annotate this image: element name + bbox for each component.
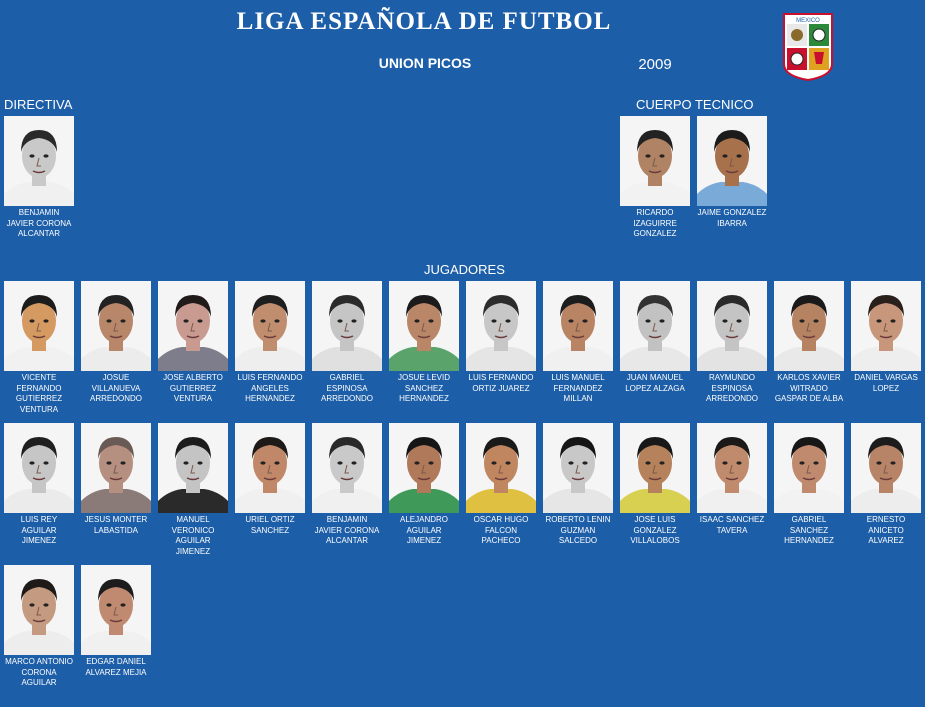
jugadores-card [312, 423, 382, 547]
person-name: KARLOS XAVIER WITRADO GASPAR DE ALBA [774, 373, 844, 403]
jugadores-card [466, 281, 536, 394]
jugadores-card [4, 281, 74, 415]
person-name: JUAN MANUEL LOPEZ ALZAGA [625, 373, 685, 393]
portrait-photo [81, 281, 151, 371]
person-name: ROBERTO LENIN GUZMAN SALCEDO [545, 515, 611, 545]
jugadores-card [4, 565, 74, 689]
portrait-photo [158, 423, 228, 513]
person-name: LUIS FERNANDO ORTIZ JUAREZ [468, 373, 534, 393]
person-name: EDGAR DANIEL ALVAREZ MEJIA [85, 657, 147, 677]
person-name: BENJAMIN JAVIER CORONA ALCANTAR [314, 515, 380, 545]
jugadores-card [4, 423, 74, 547]
jugadores-card [81, 565, 151, 678]
jugadores-card [235, 281, 305, 405]
section-cuerpo-tecnico: CUERPO TECNICO [636, 97, 754, 112]
person-name: RICARDO IZAGUIRRE GONZALEZ [633, 208, 677, 238]
portrait-photo [620, 116, 690, 206]
portrait-photo [312, 281, 382, 371]
person-name: JAIME GONZALEZ IBARRA [697, 208, 767, 228]
person-name: ERNESTO ANICETO ALVAREZ [866, 515, 906, 545]
portrait-photo [81, 565, 151, 655]
jugadores-card [620, 281, 690, 394]
portrait-photo [389, 423, 459, 513]
portrait-photo [697, 116, 767, 206]
person-name: LUIS FERNANDO ANGELES HERNANDEZ [237, 373, 303, 403]
portrait-photo [697, 423, 767, 513]
portrait-photo [4, 423, 74, 513]
portrait-photo [466, 423, 536, 513]
section-jugadores: JUGADORES [424, 262, 505, 277]
portrait-photo [4, 116, 74, 206]
jugadores-card [81, 423, 151, 536]
person-name: URIEL ORTIZ SANCHEZ [245, 515, 295, 535]
portrait-photo [620, 423, 690, 513]
person-name: ALEJANDRO AGUILAR JIMENEZ [399, 515, 448, 545]
jugadores-card [235, 423, 305, 536]
jugadores-card [543, 281, 613, 405]
portrait-photo [235, 281, 305, 371]
jugadores-card [620, 423, 690, 547]
season-year: 2009 [638, 56, 672, 73]
cuerpo_tecnico-card [620, 116, 690, 240]
jugadores-card [851, 423, 921, 547]
directiva-card [4, 116, 74, 240]
jugadores-card [158, 281, 228, 405]
person-name: JOSUE VILLANUEVA ARREDONDO [89, 373, 142, 403]
person-name: RAYMUNDO ESPINOSA ARREDONDO [705, 373, 758, 403]
person-name: JOSUE LEVID SANCHEZ HERNANDEZ [397, 373, 450, 403]
portrait-photo [543, 281, 613, 371]
portrait-photo [466, 281, 536, 371]
jugadores-card [774, 423, 844, 547]
person-name: JOSE LUIS GONZALEZ VILLALOBOS [630, 515, 680, 545]
jugadores-card [389, 281, 459, 405]
portrait-photo [697, 281, 767, 371]
portrait-photo [851, 423, 921, 513]
portrait-photo [4, 565, 74, 655]
portrait-photo [774, 281, 844, 371]
jugadores-card [389, 423, 459, 547]
portrait-photo [389, 281, 459, 371]
jugadores-card [81, 281, 151, 405]
person-name: JOSE ALBERTO GUTIERREZ VENTURA [163, 373, 223, 403]
portrait-photo [851, 281, 921, 371]
person-name: OSCAR HUGO FALCON PACHECO [473, 515, 529, 545]
jugadores-card [312, 281, 382, 405]
jugadores-card [158, 423, 228, 557]
person-name: LUIS REY AGUILAR JIMENEZ [20, 515, 58, 545]
person-name: LUIS MANUEL FERNANDEZ MILLAN [551, 373, 605, 403]
person-name: MANUEL VERONICO AGUILAR JIMENEZ [171, 515, 215, 556]
person-name: MARCO ANTONIO CORONA AGUILAR [5, 657, 73, 687]
portrait-photo [543, 423, 613, 513]
svg-text:MEXICO: MEXICO [796, 18, 820, 24]
portrait-photo [235, 423, 305, 513]
person-name: GABRIEL SANCHEZ HERNANDEZ [784, 515, 834, 545]
portrait-photo [4, 281, 74, 371]
jugadores-card [543, 423, 613, 547]
jugadores-card [697, 281, 767, 405]
person-name: ISAAC SANCHEZ TAVERA [699, 515, 765, 535]
cuerpo_tecnico-card [697, 116, 767, 229]
team-name: UNION PICOS [378, 55, 472, 71]
portrait-photo [158, 281, 228, 371]
jugadores-card [774, 281, 844, 405]
jugadores-card [697, 423, 767, 536]
person-name: GABRIEL ESPINOSA ARREDONDO [320, 373, 373, 403]
jugadores-card [851, 281, 921, 394]
section-directiva: DIRECTIVA [4, 97, 73, 112]
portrait-photo [81, 423, 151, 513]
person-name: JESUS MONTER LABASTIDA [84, 515, 148, 535]
person-name: VICENTE FERNANDO GUTIERREZ VENTURA [15, 373, 63, 414]
portrait-photo [312, 423, 382, 513]
portrait-photo [620, 281, 690, 371]
person-name: BENJAMIN JAVIER CORONA ALCANTAR [6, 208, 72, 238]
page-title: LIGA ESPAÑOLA DE FUTBOL [236, 8, 612, 35]
portrait-photo [774, 423, 844, 513]
mexico-crest-logo [782, 12, 834, 82]
person-name: DANIEL VARGAS LOPEZ [854, 373, 918, 393]
jugadores-card [466, 423, 536, 547]
